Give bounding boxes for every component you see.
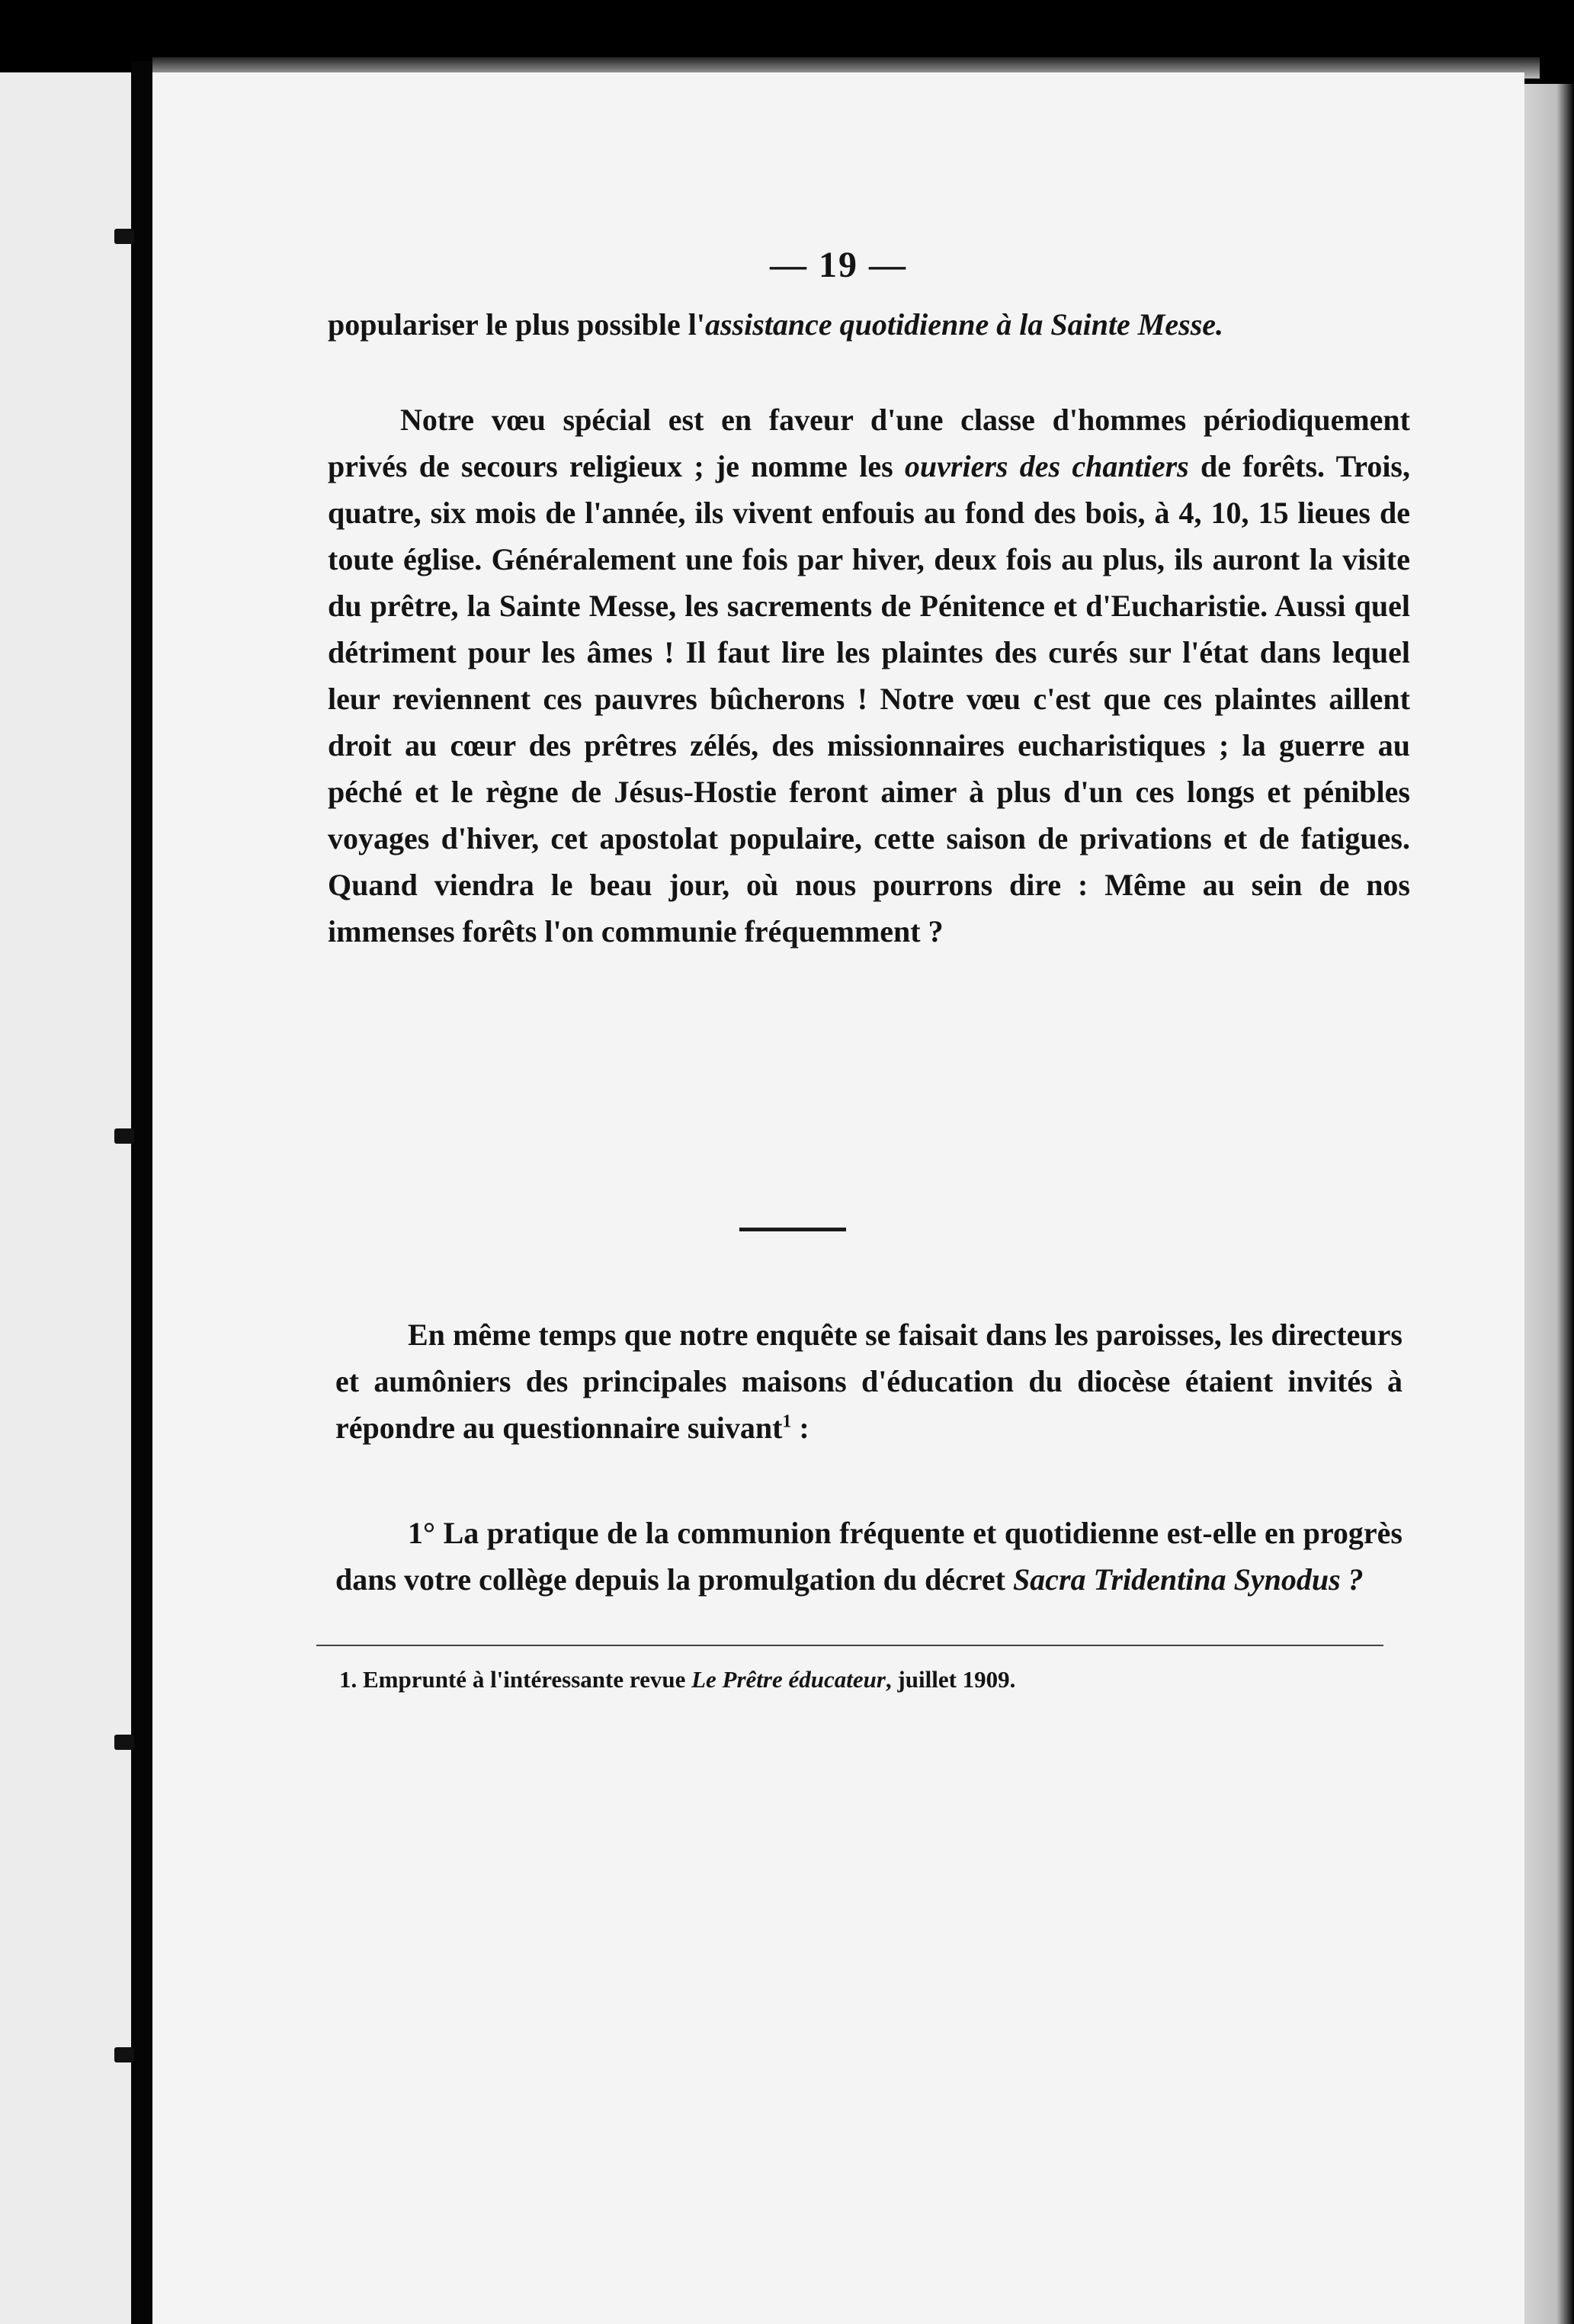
text-run: :: [791, 1411, 809, 1445]
italic-text-run: ouvriers des chantiers: [904, 449, 1189, 483]
binding-clip: [114, 1735, 134, 1750]
page-content: [152, 72, 1524, 2324]
paragraph: [328, 301, 1410, 348]
binding-clip: [114, 2047, 134, 2062]
paragraph: [328, 396, 1410, 955]
facing-page-edge: [0, 72, 131, 2324]
section-divider: [739, 1228, 846, 1231]
text-run: En même temps que notre enquête se faisait dans les paroisses, les directeurs et aumôniers des principales maisons d'éducation du diocèse étaient invités à répondre au questionnaire suivant: [335, 1318, 1402, 1445]
italic-text-run: Sacra Tridentina Synodus ?: [1012, 1562, 1364, 1597]
italic-text-run: assistance quotidienne à la Sainte Messe.: [704, 307, 1224, 342]
page-number: — 19 —: [770, 245, 907, 285]
text-run: de forêts. Trois, quatre, six mois de l'année, ils vivent enfouis au fond des bois, à 4, 10, 15 lieues de toute église. Généralement une fois par hiver, deux fois au plus, ils auront la visite du prêtre, la Sainte Messe, les sacrements de Pénitence et d'Eucharistie. Aussi quel détriment pour les âmes ! Il faut lire les plaintes des curés sur l'état dans lequel leur reviennent ces pauvres bûcherons ! Notre vœu c'est que ces plaintes aillent droit au cœur des prêtres zélés, des missionnaires eucharistiques ; la guerre au péché et le règne de Jésus-Hostie feront aimer à plus d'un ces longs et pénibles voyages d'hiver, cet apostolat populaire, cette saison de privations et de fatigues. Quand viendra le beau jour, où nous pourrons dire : Même au sein de nos immenses forêts l'on communie fréquemment ?: [328, 449, 1410, 949]
footnote: [339, 1666, 1406, 1693]
text-run: populariser le plus possible l': [328, 307, 705, 342]
binding-clip: [114, 1128, 134, 1144]
paragraph: [335, 1510, 1402, 1603]
footnote-divider: [316, 1645, 1383, 1646]
page-stack-edge: [1517, 84, 1574, 2324]
paragraph: [335, 1311, 1402, 1451]
footnote-journal-title: Le Prêtre éducateur: [691, 1666, 886, 1693]
binding-clip: [114, 229, 134, 244]
text-run: 1° La pratique de la communion fréquente et quotidienne est-elle en progrès dans votre collège depuis la promulgation du décret: [335, 1516, 1402, 1597]
footnote-text-before: Emprunté à l'intéressante revue: [357, 1666, 692, 1693]
book-page: [152, 72, 1524, 2324]
footnote-reference: 1: [782, 1411, 792, 1432]
footnote-marker: 1.: [339, 1666, 357, 1693]
text-run: Notre vœu spécial est en faveur d'une classe d'hommes périodiquement privés de secours religieux ; je nomme les: [328, 403, 1410, 483]
footnote-text-after: , juillet 1909.: [885, 1666, 1016, 1693]
